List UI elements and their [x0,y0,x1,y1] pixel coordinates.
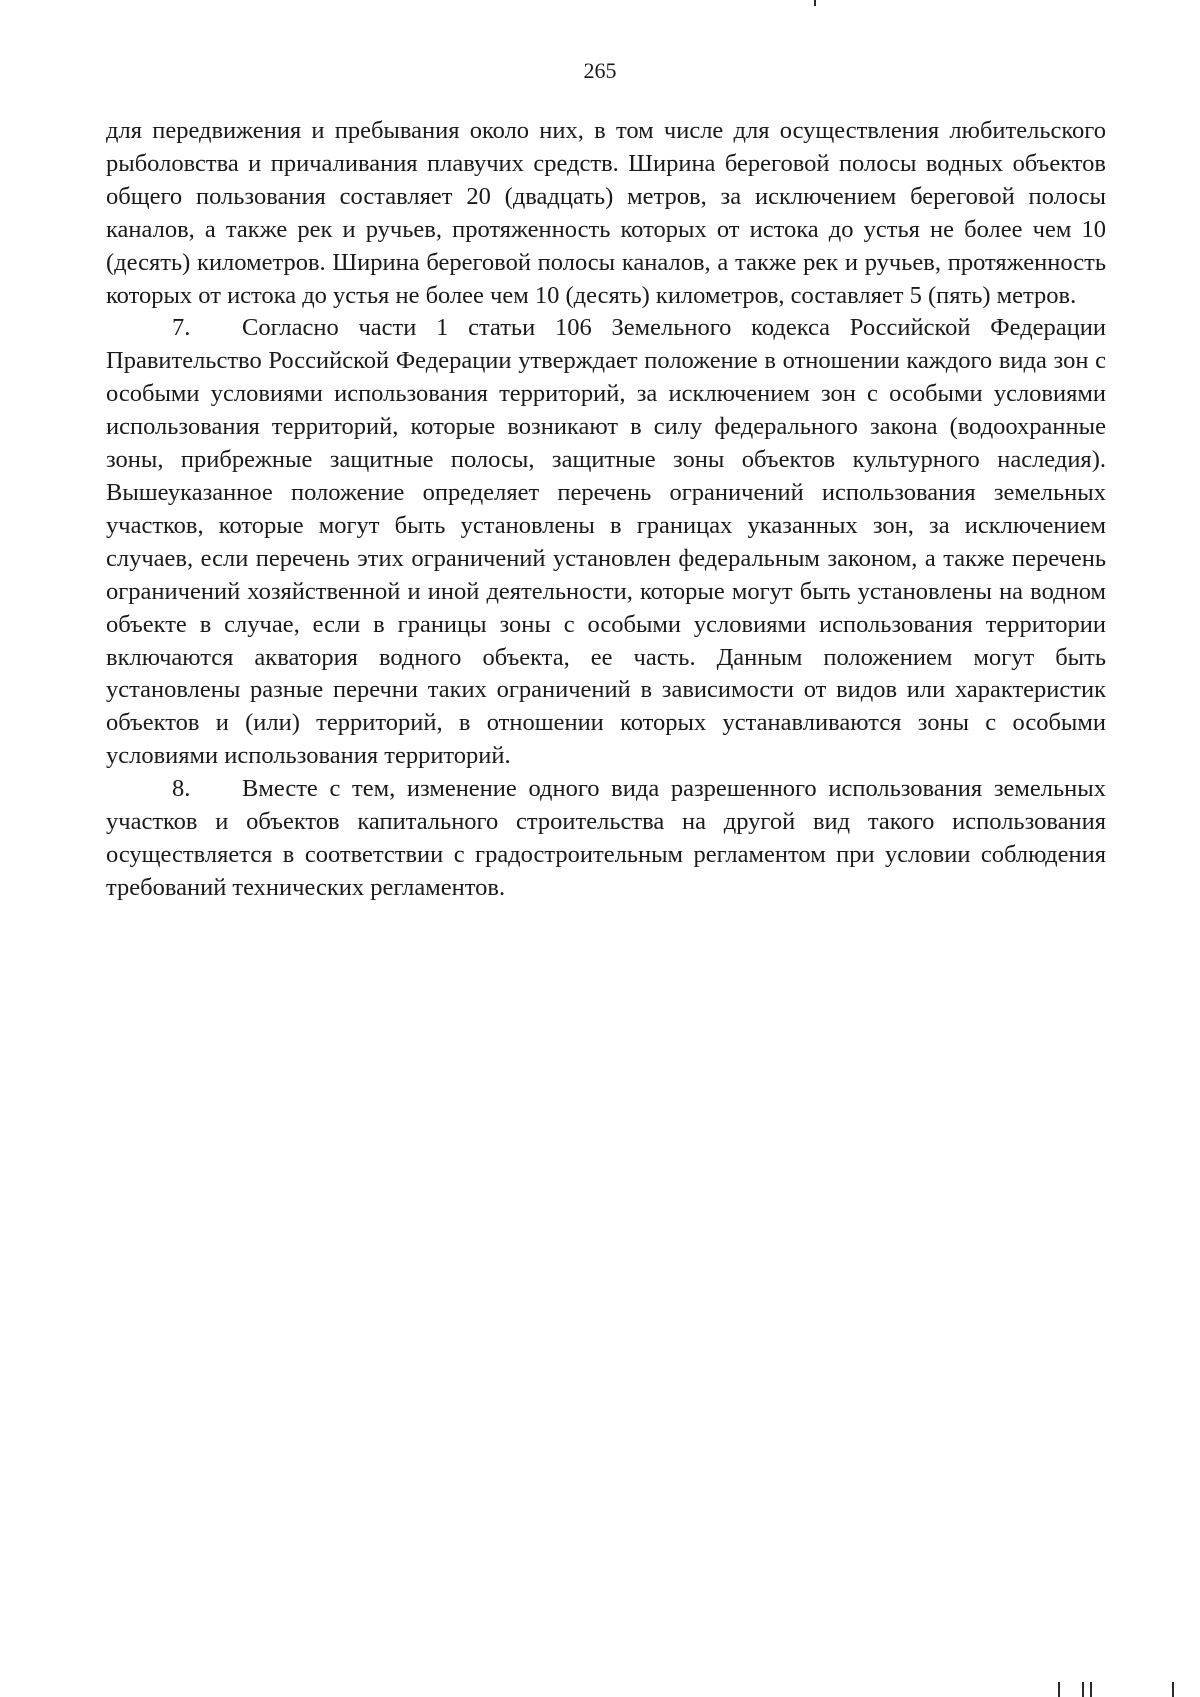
scan-artifact [814,0,816,6]
page-number: 265 [583,58,617,83]
paragraph-text: Вместе с тем, изменение одного вида разрешенного использования земельных участков и объектов капитального строительства на другой вид такого использования осуществляется в соответствии с градостроительным регламентом при условии соблюдения требований технических регламентов. [106,775,1106,901]
paragraph-text: Согласно части 1 статьи 106 Земельного кодекса Российской Федерации Правительство Российской Федерации утверждает положение в отношении каждого вида зон с особыми условиями использования территорий, за исключением зон с особыми условиями использования территорий, которые возникают в силу федерального закона (водоохранные зоны, прибрежные защитные полосы, защитные зоны объектов культурного наследия). Вышеуказанное положение определяет перечень ограничений использования земельных участков, которые могут быть установлены в границах указанных зон, за исключением случаев, если перечень этих ограничений установлен федеральным законом, а также перечень ограничений хозяйственной и иной деятельности, которые могут быть установлены на водном объекте в случае, если в границы зоны с особыми условиями использования территории включаются акватория водного объекта, ее часть. Данным положением могут быть установлены разные перечни таких ограничений в зависимости от видов или характеристик объектов и (или) территорий, в отношении которых устанавливаются зоны с особыми условиями использования территорий. [106,314,1106,770]
paragraph-number: 7. [172,314,191,342]
scan-artifact [1058,1682,1060,1697]
paragraph-continuation [106,115,1106,312]
scan-artifact [1172,1682,1174,1697]
document-body [106,115,1106,905]
paragraph-number: 8. [172,775,191,803]
paragraph-8 [106,773,1106,905]
paragraph-text: для передвижения и пребывания около них, в том числе для осуществления любительского рыболовства и причаливания плавучих средств. Ширина береговой полосы водных объектов общего пользования составляет 20 (двадцать) метров, за исключением береговой полосы каналов, а также рек и ручьев, протяженность которых от истока до устья не более чем 10 (десять) километров. Ширина береговой полосы каналов, а также рек и ручьев, протяженность которых от истока до устья не более чем 10 (десять) километров, составляет 5 (пять) метров. [106,117,1106,309]
paragraph-7 [106,312,1106,773]
scan-artifact [1090,1682,1092,1697]
scan-artifact [1082,1682,1084,1697]
